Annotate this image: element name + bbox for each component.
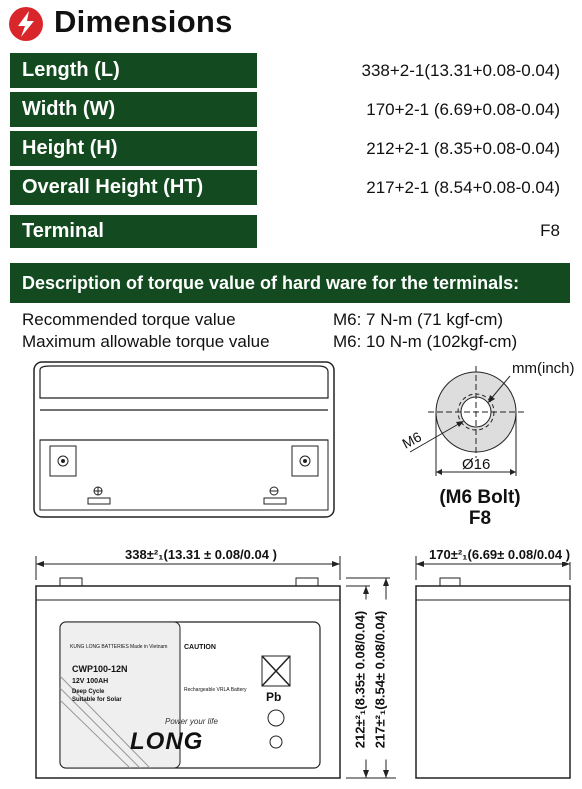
diameter-label: Ø16 xyxy=(462,456,491,473)
dim-label-overall-height: Overall Height (HT) xyxy=(10,170,257,205)
bolt-label: (M6 Bolt) xyxy=(439,487,521,508)
label-slogan: Power your life xyxy=(165,717,218,726)
torque-row-recommended-label: Recommended torque value xyxy=(22,310,236,329)
label-pb: Pb xyxy=(266,690,282,704)
battery-top-view xyxy=(30,358,340,523)
label-brand-small: KUNG LONG BATTERIES xyxy=(70,644,129,650)
torque-row-recommended-value: M6: 7 N-m (71 kgf-cm) xyxy=(333,310,504,329)
label-caution: CAUTION xyxy=(184,644,216,651)
lightning-logo-icon xyxy=(6,4,46,44)
dim-label-height: Height (H) xyxy=(10,131,257,166)
battery-side-view xyxy=(410,576,578,786)
label-rating: 12V 100AH xyxy=(72,678,109,685)
label-model: CWP100-12N xyxy=(72,664,128,674)
torque-row-maximum-label: Maximum allowable torque value xyxy=(22,332,270,351)
label-use2: Suitable for Solar xyxy=(72,697,122,703)
label-use1: Deep Cycle xyxy=(72,689,105,695)
label-logo: LONG xyxy=(130,728,204,755)
thread-label: M6 xyxy=(399,428,425,452)
dim-value-width: 170+2-1 (6.69+0.08-0.04) xyxy=(366,100,560,119)
torque-row-maximum-value: M6: 10 N-m (102kgf-cm) xyxy=(333,332,518,351)
dim-label-width: Width (W) xyxy=(10,92,257,127)
torque-heading: Description of torque value of hard ware for the terminals: xyxy=(10,263,570,303)
width-dimension-label: 170±²₁(6.69± 0.08/0.04 ) xyxy=(426,547,573,562)
length-dimension-label: 338±²₁(13.31 ± 0.08/0.04 ) xyxy=(122,547,280,562)
overall-height-dimension-label: 217±²₁(8.54± 0.08/0.04) xyxy=(373,600,388,760)
terminal-value: F8 xyxy=(540,221,560,240)
label-made-in: Made in Vietnam xyxy=(130,644,168,650)
label-recycle: Rechargeable VRLA Battery xyxy=(184,687,247,693)
height-dimension-label: 212±²₁(8.35± 0.08/0.04) xyxy=(353,600,368,760)
unit-label: mm(inch) xyxy=(512,360,575,377)
dim-value-overall-height: 217+2-1 (8.54+0.08-0.04) xyxy=(366,178,560,197)
dim-value-height: 212+2-1 (8.35+0.08-0.04) xyxy=(366,139,560,158)
page-title: Dimensions xyxy=(54,4,233,39)
dim-value-length: 338+2-1(13.31+0.08-0.04) xyxy=(361,61,560,80)
bolt-code: F8 xyxy=(468,508,492,529)
terminal-label: Terminal xyxy=(10,215,257,248)
dim-label-length: Length (L) xyxy=(10,53,257,88)
